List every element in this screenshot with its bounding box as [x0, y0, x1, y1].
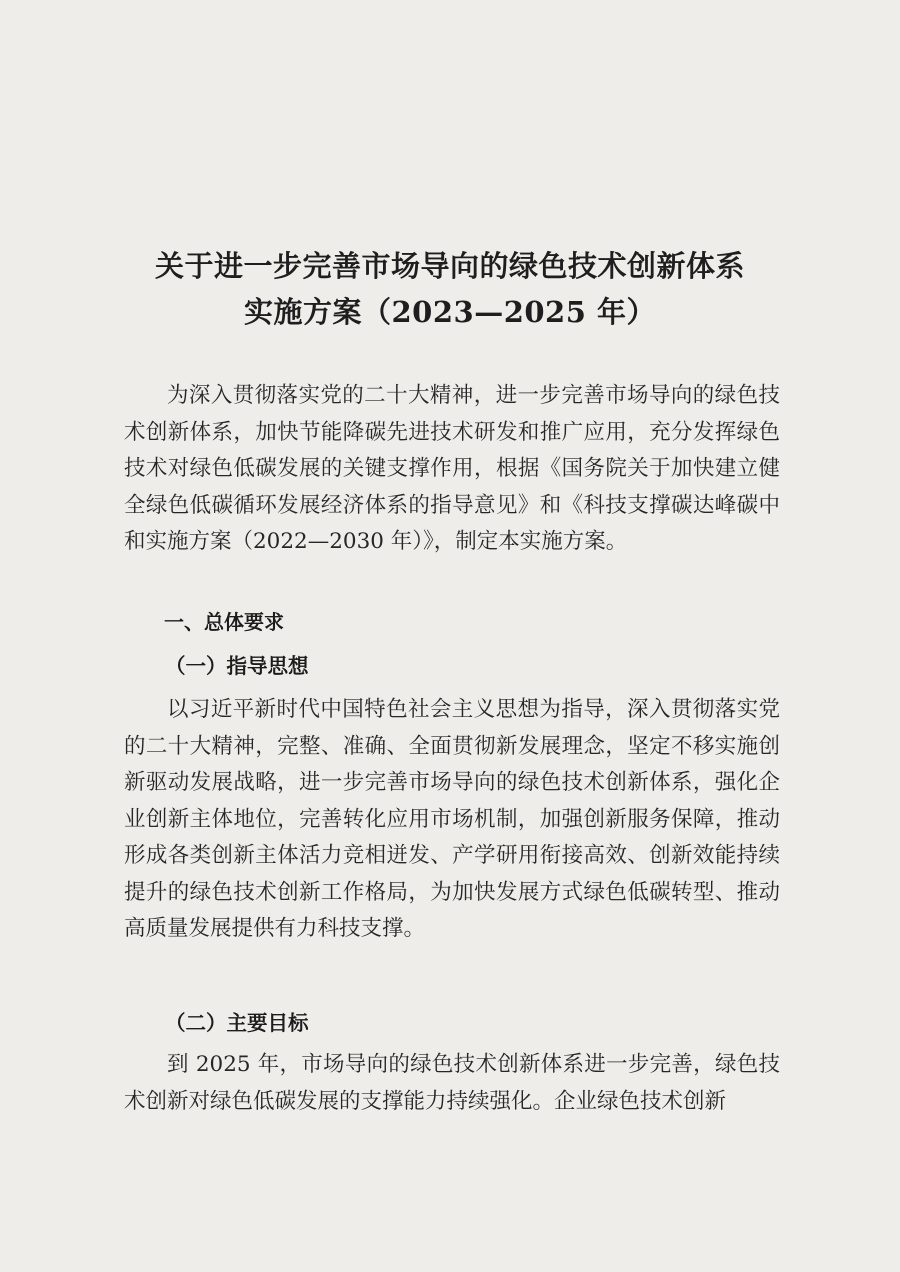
subsection-1-heading-block [124, 648, 780, 685]
subsection-1-body-block [124, 692, 780, 948]
main-goals-paragraph: 到 2025 年，市场导向的绿色技术创新体系进一步完善，绿色技术创新对绿色低碳发展的支撑能力持续强化。企业绿色技术创新 [124, 1052, 780, 1114]
subsection-2-heading-block [124, 1005, 780, 1042]
subsection-heading-guiding-thought: （一）指导思想 [165, 654, 309, 678]
document-title-line-1: 关于进一步完善市场导向的绿色技术创新体系 [154, 249, 745, 283]
document-title-line-2: 实施方案（2023—2025 年） [243, 295, 657, 329]
intro-paragraph: 为深入贯彻落实党的二十大精神，进一步完善市场导向的绿色技术创新体系，加快节能降碳先进技术研发和推广应用，充分发挥绿色技术对绿色低碳发展的关键支撑作用，根据《国务院关于加快建立健全绿色低碳循环发展经济体系的指导意见》和《科技支撑碳达峰碳中和实施方案（2022—2030 年）》，制定本实施方案。 [124, 383, 780, 554]
subsection-2-body-block [124, 1047, 780, 1120]
section-1-heading-block [124, 604, 780, 641]
guiding-thought-paragraph: 以习近平新时代中国特色社会主义思想为指导，深入贯彻落实党的二十大精神，完整、准确、全面贯彻新发展理念，坚定不移实施创新驱动发展战略，进一步完善市场导向的绿色技术创新体系，强化企业创新主体地位，完善转化应用市场机制，加强创新服务保障，推动形成各类创新主体活力竞相迸发、产学研用衔接高效、创新效能持续提升的绿色技术创新工作格局，为加快发展方式绿色低碳转型、推动高质量发展提供有力科技支撑。 [124, 697, 780, 941]
intro-block [124, 378, 780, 561]
subsection-heading-main-goals: （二）主要目标 [165, 1011, 309, 1035]
section-heading-general-requirements: 一、总体要求 [164, 610, 284, 634]
